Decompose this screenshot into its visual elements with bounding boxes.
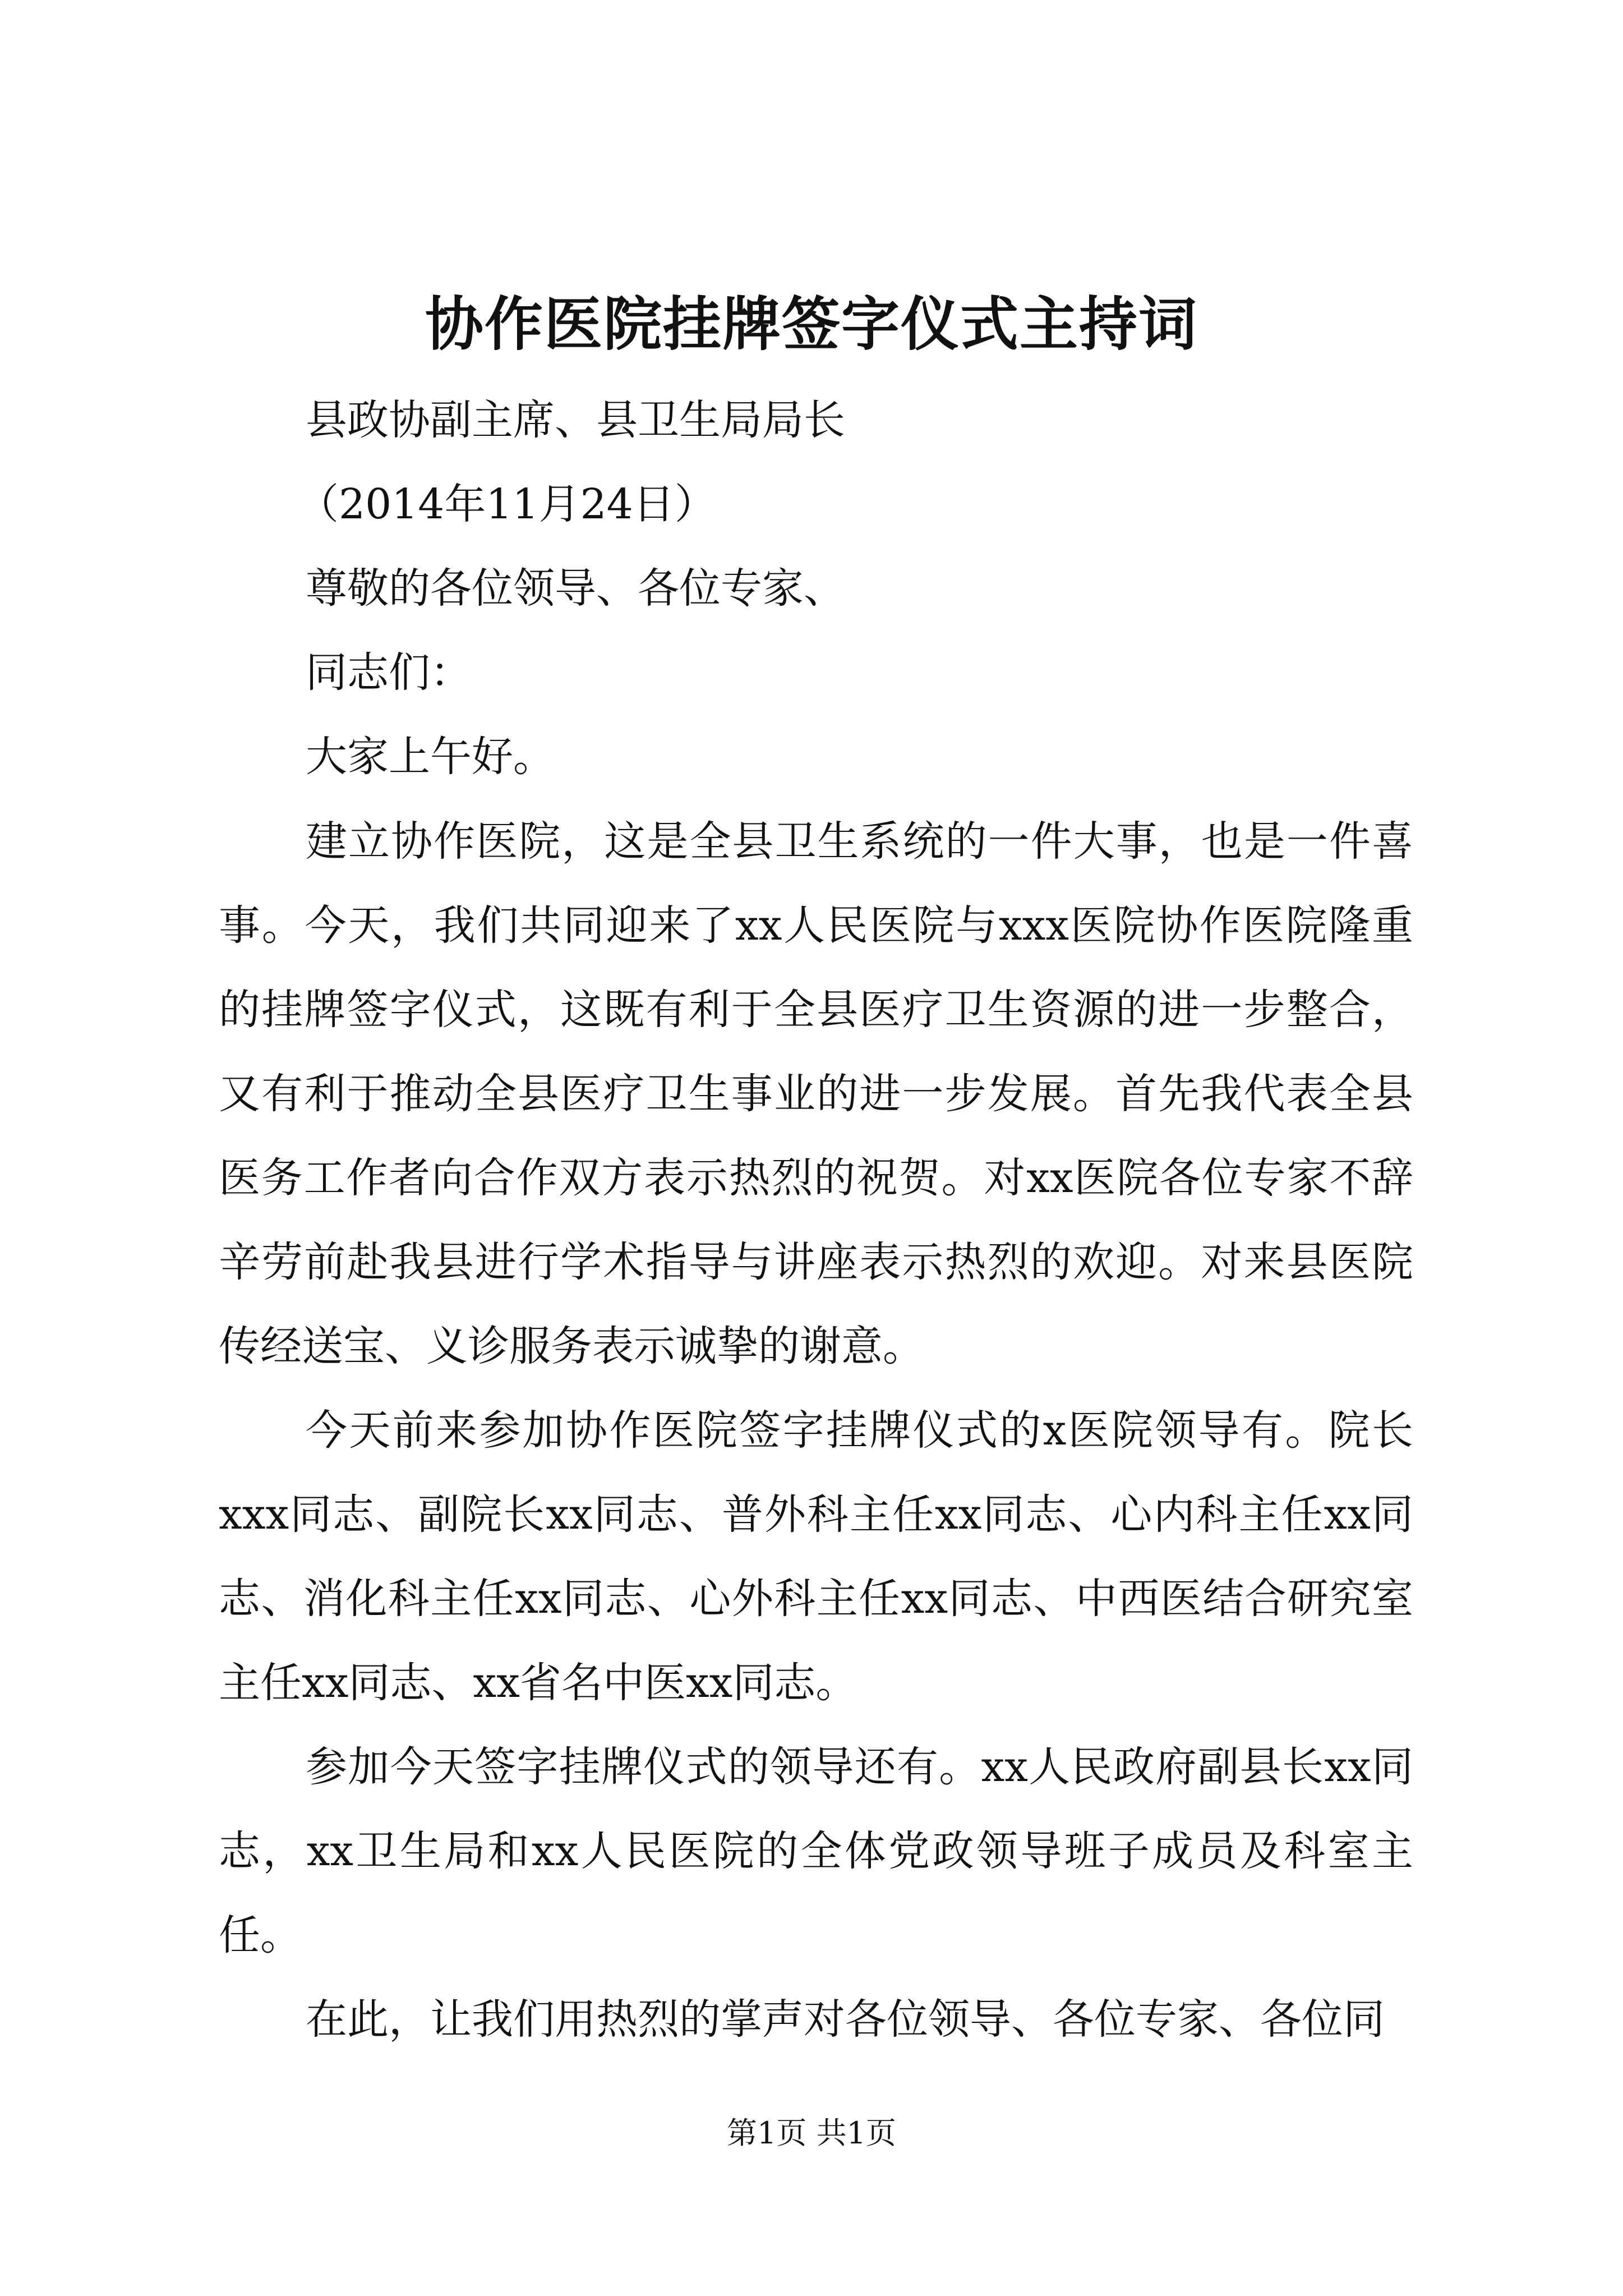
paragraph-1: 建立协作医院，这是全县卫生系统的一件大事，也是一件喜事。今天，我们共同迎来了xx人民医院与xxx医院协作医院隆重的挂牌签字仪式，这既有利于全县医疗卫生资源的进一步整合，又有利于推动全县医疗卫生事业的进一步发展。首先我代表全县医务工作者向合作双方表示热烈的祝贺。对xx医院各位专家不辞辛劳前赴我县进行学术指导与讲座表示热烈的欢迎。对来县医院传经送宝、义诊服务表示诚挚的谢意。	[219, 817, 1413, 1370]
paragraph-2: 今天前来参加协作医院签字挂牌仪式的x医院领导有。院长xxx同志、副院长xx同志、普外科主任xx同志、心内科主任xx同志、消化科主任xx同志、心外科主任xx同志、中西医结合研究室主任xx同志、xx省名中医xx同志。	[219, 1406, 1413, 1707]
salutation-line-2: 同志们：	[306, 648, 472, 697]
salutation-line-1: 尊敬的各位领导、各位专家、	[306, 564, 845, 613]
speaker-line: 县政协副主席、县卫生局局长	[306, 396, 845, 444]
document-body	[219, 379, 1413, 2062]
paragraph-4: 在此，让我们用热烈的掌声对各位领导、各位专家、各位同	[306, 1995, 1385, 2044]
date-line: （2014年11月24日）	[297, 480, 716, 528]
paragraph-3: 参加今天签字挂牌仪式的领导还有。xx人民政府副县长xx同志，xx卫生局和xx人民医院的全体党政领导班子成员及科室主任。	[219, 1743, 1413, 1959]
page-footer: 第1页 共1页	[727, 2115, 896, 2151]
greeting-line: 大家上午好。	[306, 733, 555, 781]
document-title: 协作医院挂牌签字仪式主持词	[425, 289, 1198, 358]
